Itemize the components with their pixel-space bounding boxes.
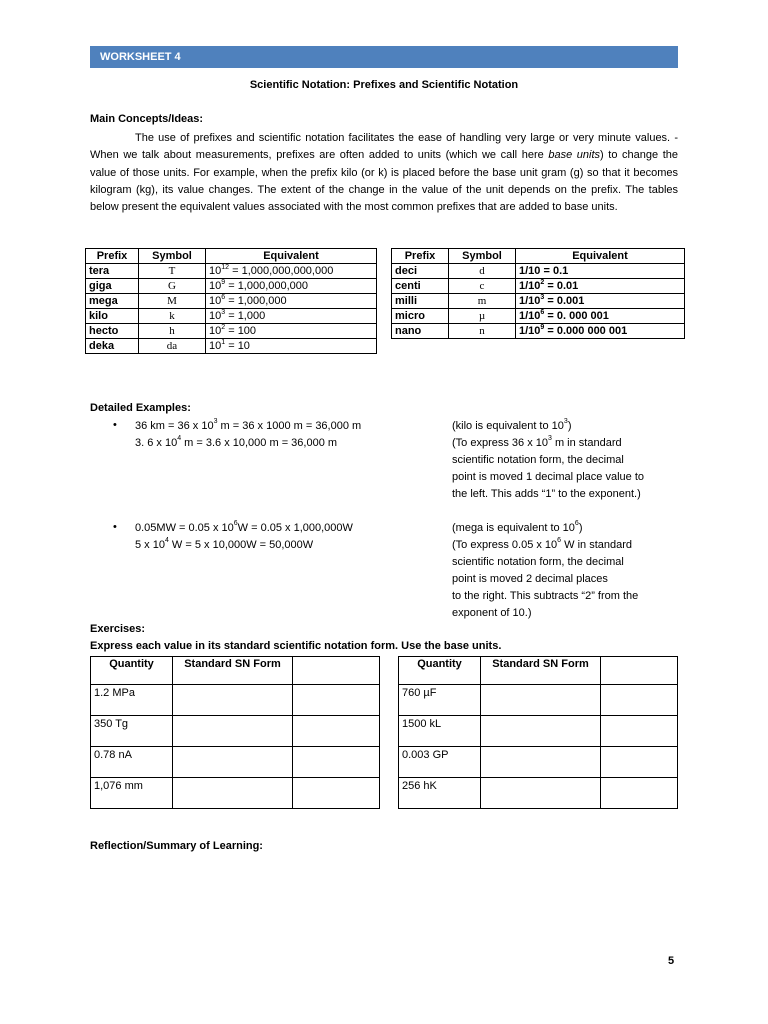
page-number: 5 [668,955,675,967]
equivalent-cell: $10^3 = 1,000$ [206,309,377,324]
small-prefix-table [391,248,685,339]
symbol-cell: k [139,309,206,324]
equivalent-cell: $10^6 = 1,000,000$ [206,294,377,309]
table-header: Symbol [139,249,206,264]
table-row [399,778,678,809]
symbol-cell: c [449,279,516,294]
answer-cell[interactable] [601,685,678,716]
prefix-cell: deci [392,264,449,279]
main-concepts-paragraph [90,130,678,216]
quantity-cell: 1.2 MPa [91,685,173,716]
table-row [392,294,685,309]
answer-cell[interactable] [481,778,601,809]
prefix-cell: hecto [86,324,139,339]
bullet-icon: • [113,419,117,431]
table-row [91,685,380,716]
table-row [91,716,380,747]
quantity-cell: 350 Tg [91,716,173,747]
equivalent-cell: $10^2 = 100$ [206,324,377,339]
answer-cell[interactable] [481,747,601,778]
quantity-cell: 256 hK [399,778,481,809]
answer-cell[interactable] [173,747,293,778]
table-row [86,339,377,354]
prefix-cell: mega [86,294,139,309]
answer-cell[interactable] [293,685,380,716]
equivalent-cell: $1/10^3 = 0.001$ [516,294,685,309]
exercise-table-right [398,656,678,809]
table-header: Symbol [449,249,516,264]
table-header: Equivalent [206,249,377,264]
example-1-work: 36 km = 36 x $10^3$ m = 36 x 1000 m = 36,000 m 3. 6 x $10^4$ m = 3.6 x 10,000 m = 36,000 m [135,418,362,449]
equivalent-cell: $10^{12} = 1,000,000,000,000$ [206,264,377,279]
bullet-icon: • [113,521,117,533]
table-header: Standard SN Form [173,657,293,685]
answer-cell[interactable] [601,747,678,778]
table-header: Prefix [392,249,449,264]
prefix-cell: deka [86,339,139,354]
symbol-cell: µ [449,309,516,324]
table-row [399,716,678,747]
symbol-cell: da [139,339,206,354]
equivalent-cell: $1/10^2 = 0.01$ [516,279,685,294]
example-2-explanation: (mega is equivalent to $10^6$) (To express 0.05 x $10^6$ W in standard scientific notation form, the decimal point is moved 2 decimal places to the right. This subtracts “2” from the exponent of 10.) [452,520,639,619]
table-row [86,279,377,294]
prefix-cell: kilo [86,309,139,324]
equivalent-cell: $1/10^6 = 0$. 000 001 [516,309,685,324]
main-concepts-heading: Main Concepts/Ideas: [90,113,204,125]
symbol-cell: m [449,294,516,309]
equivalent-cell: $10^1 = 10$ [206,339,377,354]
paragraph-part-2: ) to change the value of those units. For example, when the prefix kilo (or k) is placed before the base unit gram (g) so that it becomes kilogram (kg), its value changes. The extent of the change in the value of the unit depends on the prefix. The tables below present the equivalent values associated with the most common prefixes that are added to base units. [90,149,678,214]
answer-column-header [601,657,678,685]
large-prefix-table [85,248,377,354]
paragraph-part-1: The use of prefixes and scientific notation facilitates the ease of handling very large or very minute values. - When we talk about measurements, prefixes are often added to units (which we call here [90,132,678,162]
table-row [392,264,685,279]
prefix-cell: milli [392,294,449,309]
prefix-cell: micro [392,309,449,324]
quantity-cell: 760 µF [399,685,481,716]
table-header: Quantity [399,657,481,685]
page-title: Scientific Notation: Prefixes and Scientific Notation [249,79,519,91]
reflection-heading: Reflection/Summary of Learning: [90,840,263,852]
table-row [86,324,377,339]
table-row [399,747,678,778]
table-row [86,309,377,324]
table-row [392,309,685,324]
table-row [91,778,380,809]
prefix-cell: nano [392,324,449,339]
worksheet-banner: WORKSHEET 4 [90,46,678,68]
quantity-cell: 1500 kL [399,716,481,747]
answer-column-header [293,657,380,685]
symbol-cell: M [139,294,206,309]
quantity-cell: 1,076 mm [91,778,173,809]
symbol-cell: T [139,264,206,279]
quantity-cell: 0.78 nA [91,747,173,778]
equivalent-cell: 1/10 = 0.1 [516,264,685,279]
equivalent-cell: $1/10^9 = 0.000$ 000 001 [516,324,685,339]
examples-heading: Detailed Examples: [90,402,191,414]
equivalent-cell: $10^9 = 1,000,000,000$ [206,279,377,294]
table-row [399,685,678,716]
answer-cell[interactable] [293,716,380,747]
example-2-work: 0.05MW = 0.05 x $10^6W = 0.05$ x 1,000,000W 5 x $10^4$ W = 5 x 10,000W = 50,000W [135,520,353,551]
example-1-explanation: (kilo is equivalent to $10^3$) (To express 36 x $10^3$ m in standard scientific notation form, the decimal point is moved 1 decimal place value to the left. This adds “1” to the exponent.) [452,418,644,500]
table-header: Equivalent [516,249,685,264]
symbol-cell: n [449,324,516,339]
symbol-cell: d [449,264,516,279]
answer-cell[interactable] [601,716,678,747]
answer-cell[interactable] [173,716,293,747]
exercises-instruction: Express each value in its standard scientific notation form. Use the base units. [90,640,502,652]
table-row [392,279,685,294]
exercises-heading: Exercises: [90,623,146,635]
prefix-cell: giga [86,279,139,294]
symbol-cell: h [139,324,206,339]
table-row [86,294,377,309]
answer-cell[interactable] [601,778,678,809]
table-row [91,747,380,778]
answer-cell[interactable] [173,685,293,716]
prefix-cell: tera [86,264,139,279]
table-header: Quantity [91,657,173,685]
answer-cell[interactable] [293,778,380,809]
paragraph-italic-term: base units [548,149,601,162]
answer-cell[interactable] [481,685,601,716]
quantity-cell: 0.003 GP [399,747,481,778]
symbol-cell: G [139,279,206,294]
answer-cell[interactable] [173,778,293,809]
exercise-table-left [90,656,380,809]
answer-cell[interactable] [481,716,601,747]
table-row [392,324,685,339]
answer-cell[interactable] [293,747,380,778]
prefix-cell: centi [392,279,449,294]
table-header: Prefix [86,249,139,264]
table-row [86,264,377,279]
table-header: Standard SN Form [481,657,601,685]
